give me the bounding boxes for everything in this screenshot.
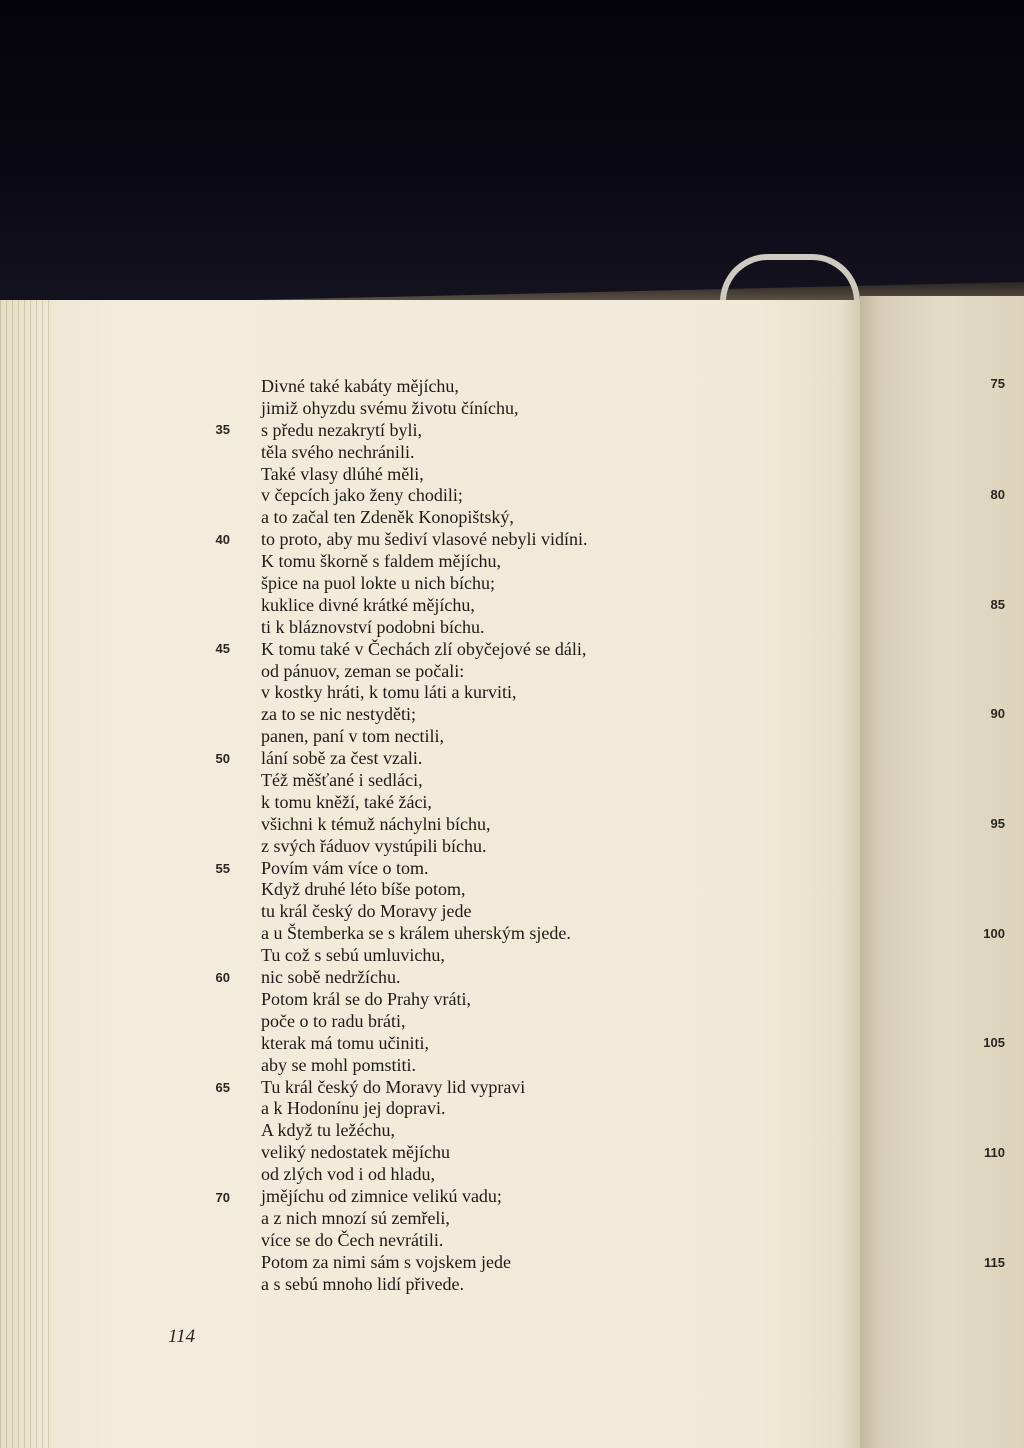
verse-line: Také vlasy dlúhé měli, xyxy=(261,463,424,484)
verse-line: s předu nezakrytí byli, xyxy=(261,419,422,440)
verse-line: Potom za nimi sám s vojskem jede xyxy=(261,1251,511,1272)
line-number: 80 xyxy=(990,487,1005,502)
verse-line: aby se mohl pomstiti. xyxy=(261,1054,416,1075)
line-number: 110 xyxy=(984,1145,1005,1160)
verse-line: nic sobě nedržíchu. xyxy=(261,967,401,988)
verse-line: Potom král se do Prahy vráti, xyxy=(261,988,471,1009)
line-number: 55 xyxy=(215,861,230,876)
verse-line: lání sobě za čest vzali. xyxy=(261,748,423,769)
verse-line: k tomu kněží, také žáci, xyxy=(261,791,432,812)
verse-line: ti k bláznovství podobni bíchu. xyxy=(261,616,485,637)
line-number: 50 xyxy=(215,751,230,766)
verse-line: to proto, aby mu šediví vlasové nebyli vidíni. xyxy=(261,529,588,550)
line-number: 60 xyxy=(215,970,230,985)
verse-line: K tomu také v Čechách zlí obyčejové se dáli, xyxy=(261,638,587,659)
verse-line: jmějíchu od zimnice velikú vadu; xyxy=(261,1185,502,1206)
verse-line: Divné také kabáty mějíchu, xyxy=(261,376,459,396)
dark-background xyxy=(0,0,1024,310)
verse-line: a z nich mnozí sú zemřeli, xyxy=(261,1207,450,1228)
verse-line: Povím vám více o tom. xyxy=(261,857,429,878)
verse-line: za to se nic nestyděti; xyxy=(261,704,416,725)
line-number: 105 xyxy=(983,1035,1005,1050)
line-number: 85 xyxy=(990,597,1005,612)
line-number: 75 xyxy=(990,376,1005,391)
line-number: 40 xyxy=(215,532,230,547)
verse-line: a s sebú mnoho lidí přivede. xyxy=(261,1273,464,1294)
line-number: 95 xyxy=(990,816,1005,831)
verse-line: těla svého nechránili. xyxy=(261,441,415,462)
verse-line: z svých řáduov vystúpili bíchu. xyxy=(261,835,487,856)
verse-line: jimiž ohyzdu svému životu číníchu, xyxy=(261,397,519,418)
line-number: 115 xyxy=(984,1255,1005,1270)
verse-line: kterak má tomu učiniti, xyxy=(261,1032,429,1053)
verse-line: tu král český do Moravy jede xyxy=(261,901,472,922)
verse-line: Též měšťané i sedláci, xyxy=(261,770,423,791)
line-number: 90 xyxy=(990,706,1005,721)
page-number: 114 xyxy=(168,1326,196,1347)
verse-line: panen, paní v tom nectili, xyxy=(261,726,444,747)
line-number: 35 xyxy=(215,422,230,437)
verse-line: v čepcích jako ženy chodili; xyxy=(261,485,463,506)
verse-line: špice na puol lokte u nich bíchu; xyxy=(261,573,495,594)
verse-line: více se do Čech nevrátili. xyxy=(261,1229,444,1250)
verse-line: a to začal ten Zdeněk Konopištský, xyxy=(261,507,514,528)
verse-line: od zlých vod i od hladu, xyxy=(261,1164,435,1185)
verse-line: K tomu škorně s faldem mějíchu, xyxy=(261,551,501,572)
right-page xyxy=(860,296,1024,1448)
verse-line: Tu což s sebú umluvichu, xyxy=(261,945,445,966)
verse-line: všichni k témuž náchylni bíchu, xyxy=(261,813,491,834)
verse-line: veliký nedostatek mějíchu xyxy=(261,1142,450,1163)
line-number: 100 xyxy=(983,926,1005,941)
line-number: 70 xyxy=(215,1190,230,1205)
verse-line: Tu král český do Moravy lid vypravi xyxy=(261,1076,526,1097)
verse-line: poče o to radu bráti, xyxy=(261,1010,406,1031)
verse-line: Když druhé léto bíše potom, xyxy=(261,879,466,900)
verse-line: A když tu ležéchu, xyxy=(261,1120,395,1141)
line-number: 45 xyxy=(215,641,230,656)
poem-text xyxy=(261,376,781,1295)
verse-line: a u Štemberka se s králem uherským sjede. xyxy=(261,923,571,944)
verse-line: kuklice divné krátké mějíchu, xyxy=(261,594,475,615)
line-number: 65 xyxy=(215,1080,230,1095)
page-edges xyxy=(0,300,50,1448)
verse-line: a k Hodonínu jej dopravi. xyxy=(261,1098,446,1119)
verse-line: v kostky hráti, k tomu láti a kurviti, xyxy=(261,682,517,703)
verse-line: od pánuov, zeman se počali: xyxy=(261,660,465,681)
